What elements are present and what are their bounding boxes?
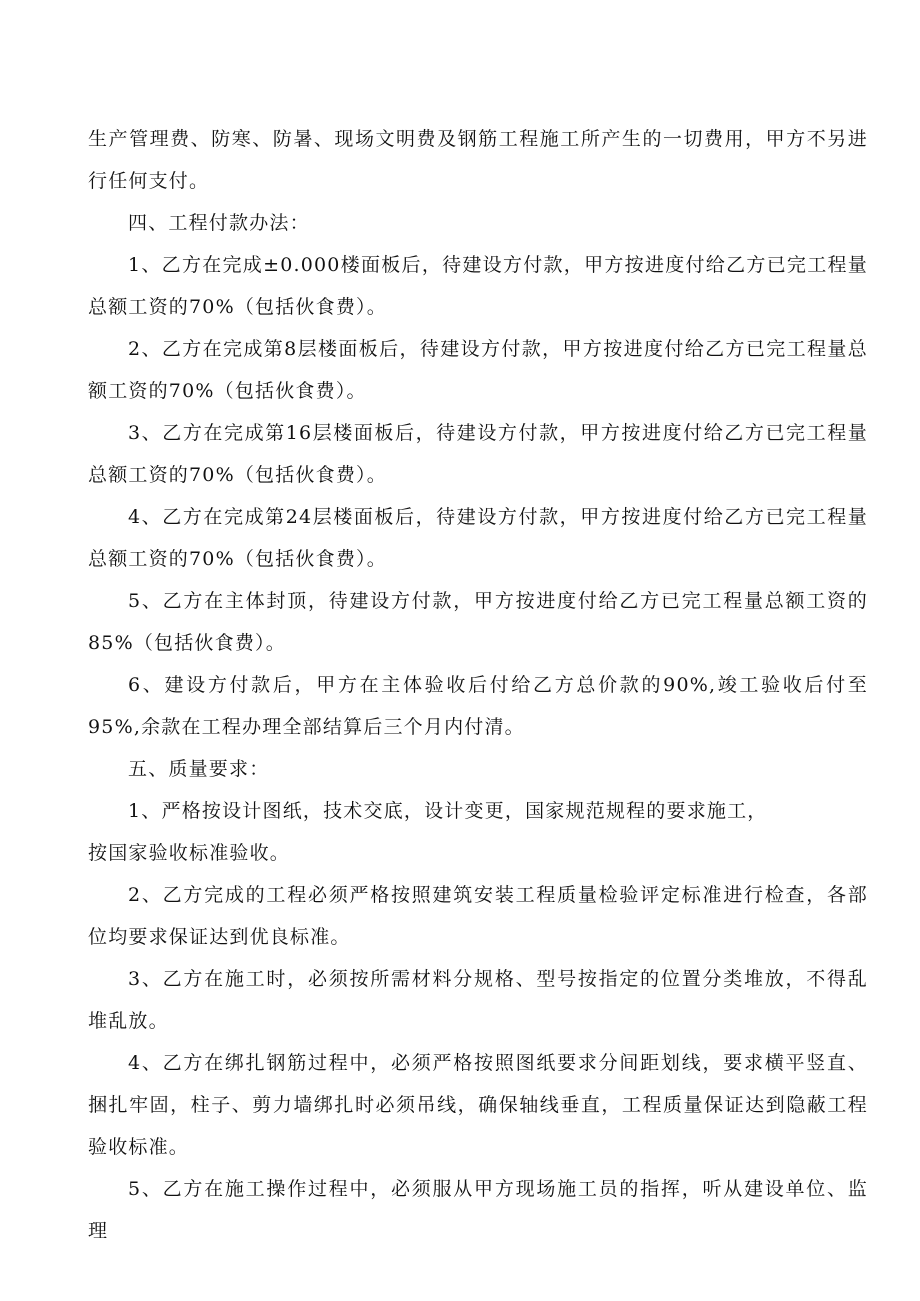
payment-clause-2: 2、乙方在完成第8层楼面板后，待建设方付款，甲方按进度付给乙方已完工程量总额工资的70%（包括伙食费）。 — [88, 338, 868, 402]
payment-clause-4: 4、乙方在完成第24层楼面板后，待建设方付款，甲方按进度付给乙方已完工程量总额工资的70%（包括伙食费）。 — [88, 506, 868, 570]
paragraph-fee-continuation: 生产管理费、防寒、防暑、现场文明费及钢筋工程施工所产生的一切费用，甲方不另进行任何支付。 — [88, 128, 868, 192]
quality-clause-2: 2、乙方完成的工程必须严格按照建筑安装工程质量检验评定标准进行检查，各部位均要求保证达到优良标准。 — [88, 884, 868, 948]
quality-clause-3: 3、乙方在施工时，必须按所需材料分规格、型号按指定的位置分类堆放，不得乱堆乱放。 — [88, 968, 868, 1032]
quality-clause-4: 4、乙方在绑扎钢筋过程中，必须严格按照图纸要求分间距划线，要求横平竖直、捆扎牢固，柱子、剪力墙绑扎时必须吊线，确保轴线垂直，工程质量保证达到隐蔽工程验收标准。 — [88, 1052, 868, 1158]
payment-clause-3: 3、乙方在完成第16层楼面板后，待建设方付款，甲方按进度付给乙方已完工程量总额工资的70%（包括伙食费）。 — [88, 422, 868, 486]
quality-clause-1-continuation: 按国家验收标准验收。 — [88, 842, 291, 864]
payment-clause-1: 1、乙方在完成±0.000楼面板后，待建设方付款，甲方按进度付给乙方已完工程量总额工资的70%（包括伙食费）。 — [88, 254, 868, 318]
document-page — [88, 118, 868, 1252]
payment-clause-6: 6、建设方付款后，甲方在主体验收后付给乙方总价款的90%,竣工验收后付至95%,余款在工程办理全部结算后三个月内付清。 — [88, 674, 868, 738]
quality-clause-1: 1、严格按设计图纸，技术交底，设计变更，国家规范规程的要求施工， — [128, 800, 768, 822]
section-heading-payment: 四、工程付款办法： — [128, 212, 310, 234]
payment-clause-5: 5、乙方在主体封顶，待建设方付款，甲方按进度付给乙方已完工程量总额工资的85%（包括伙食费）。 — [88, 590, 868, 654]
section-heading-quality: 五、质量要求： — [128, 758, 270, 780]
quality-clause-5: 5、乙方在施工操作过程中，必须服从甲方现场施工员的指挥，听从建设单位、监理 — [88, 1178, 868, 1242]
